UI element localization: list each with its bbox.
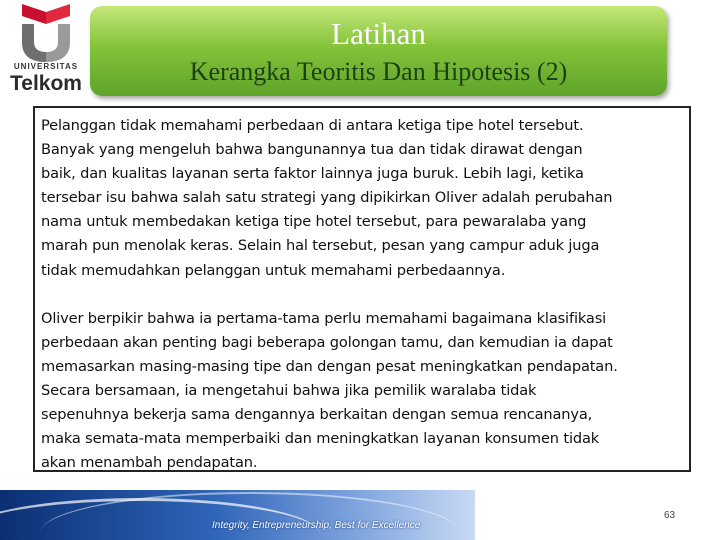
content-box [33,106,691,472]
logo-brand-label: Telkom [10,72,82,95]
title-banner [90,6,667,96]
telkom-university-u-icon [8,2,84,64]
paragraph-1: Pelanggan tidak memahami perbedaan di antara ketiga tipe hotel tersebut. Banyak yang mengeluh bahwa bangunannya tua dan tidak dirawat dengan baik, dan kualitas layanan serta faktor lainnya juga buruk. Lebih lagi, ketika tersebar isu bahwa salah satu strategi yang dipikirkan Oliver adalah perubahan nama untuk membedakan ketiga tipe hotel tersebut, para pewaralaba yang marah pun menolak keras. Selain hal tersebut, pesan yang campur aduk juga tidak memudahkan pelanggan untuk memahami perbedaannya. [41,117,613,279]
logo-university-label: UNIVERSITAS [13,62,79,71]
footer-tagline: Integrity, Entrepreneurship, Best for Excellence [212,520,421,531]
slide-subtitle: Kerangka Teoritis Dan Hipotesis (2) [189,57,568,86]
telkom-university-logo [8,2,84,98]
page-number: 63 [664,510,676,521]
footer-banner [0,490,475,540]
paragraph-2: Oliver berpikir bahwa ia pertama-tama perlu memahami bagaimana klasifikasi perbedaan akan penting bagi beberapa golongan tamu, dan kemudian ia dapat memasarkan masing-masing tipe dan dengan pesat meningkatkan pendapatan. Secara bersamaan, ia mengetahui bahwa jika pemilik waralaba tidak sepenuhnya bekerja sama dengannya berkaitan dengan semua rencananya, maka semata-mata memperbaiki dan meningkatkan layanan konsumen tidak akan menambah pendapatan. [41,309,618,472]
slide-title: Latihan [331,16,426,51]
